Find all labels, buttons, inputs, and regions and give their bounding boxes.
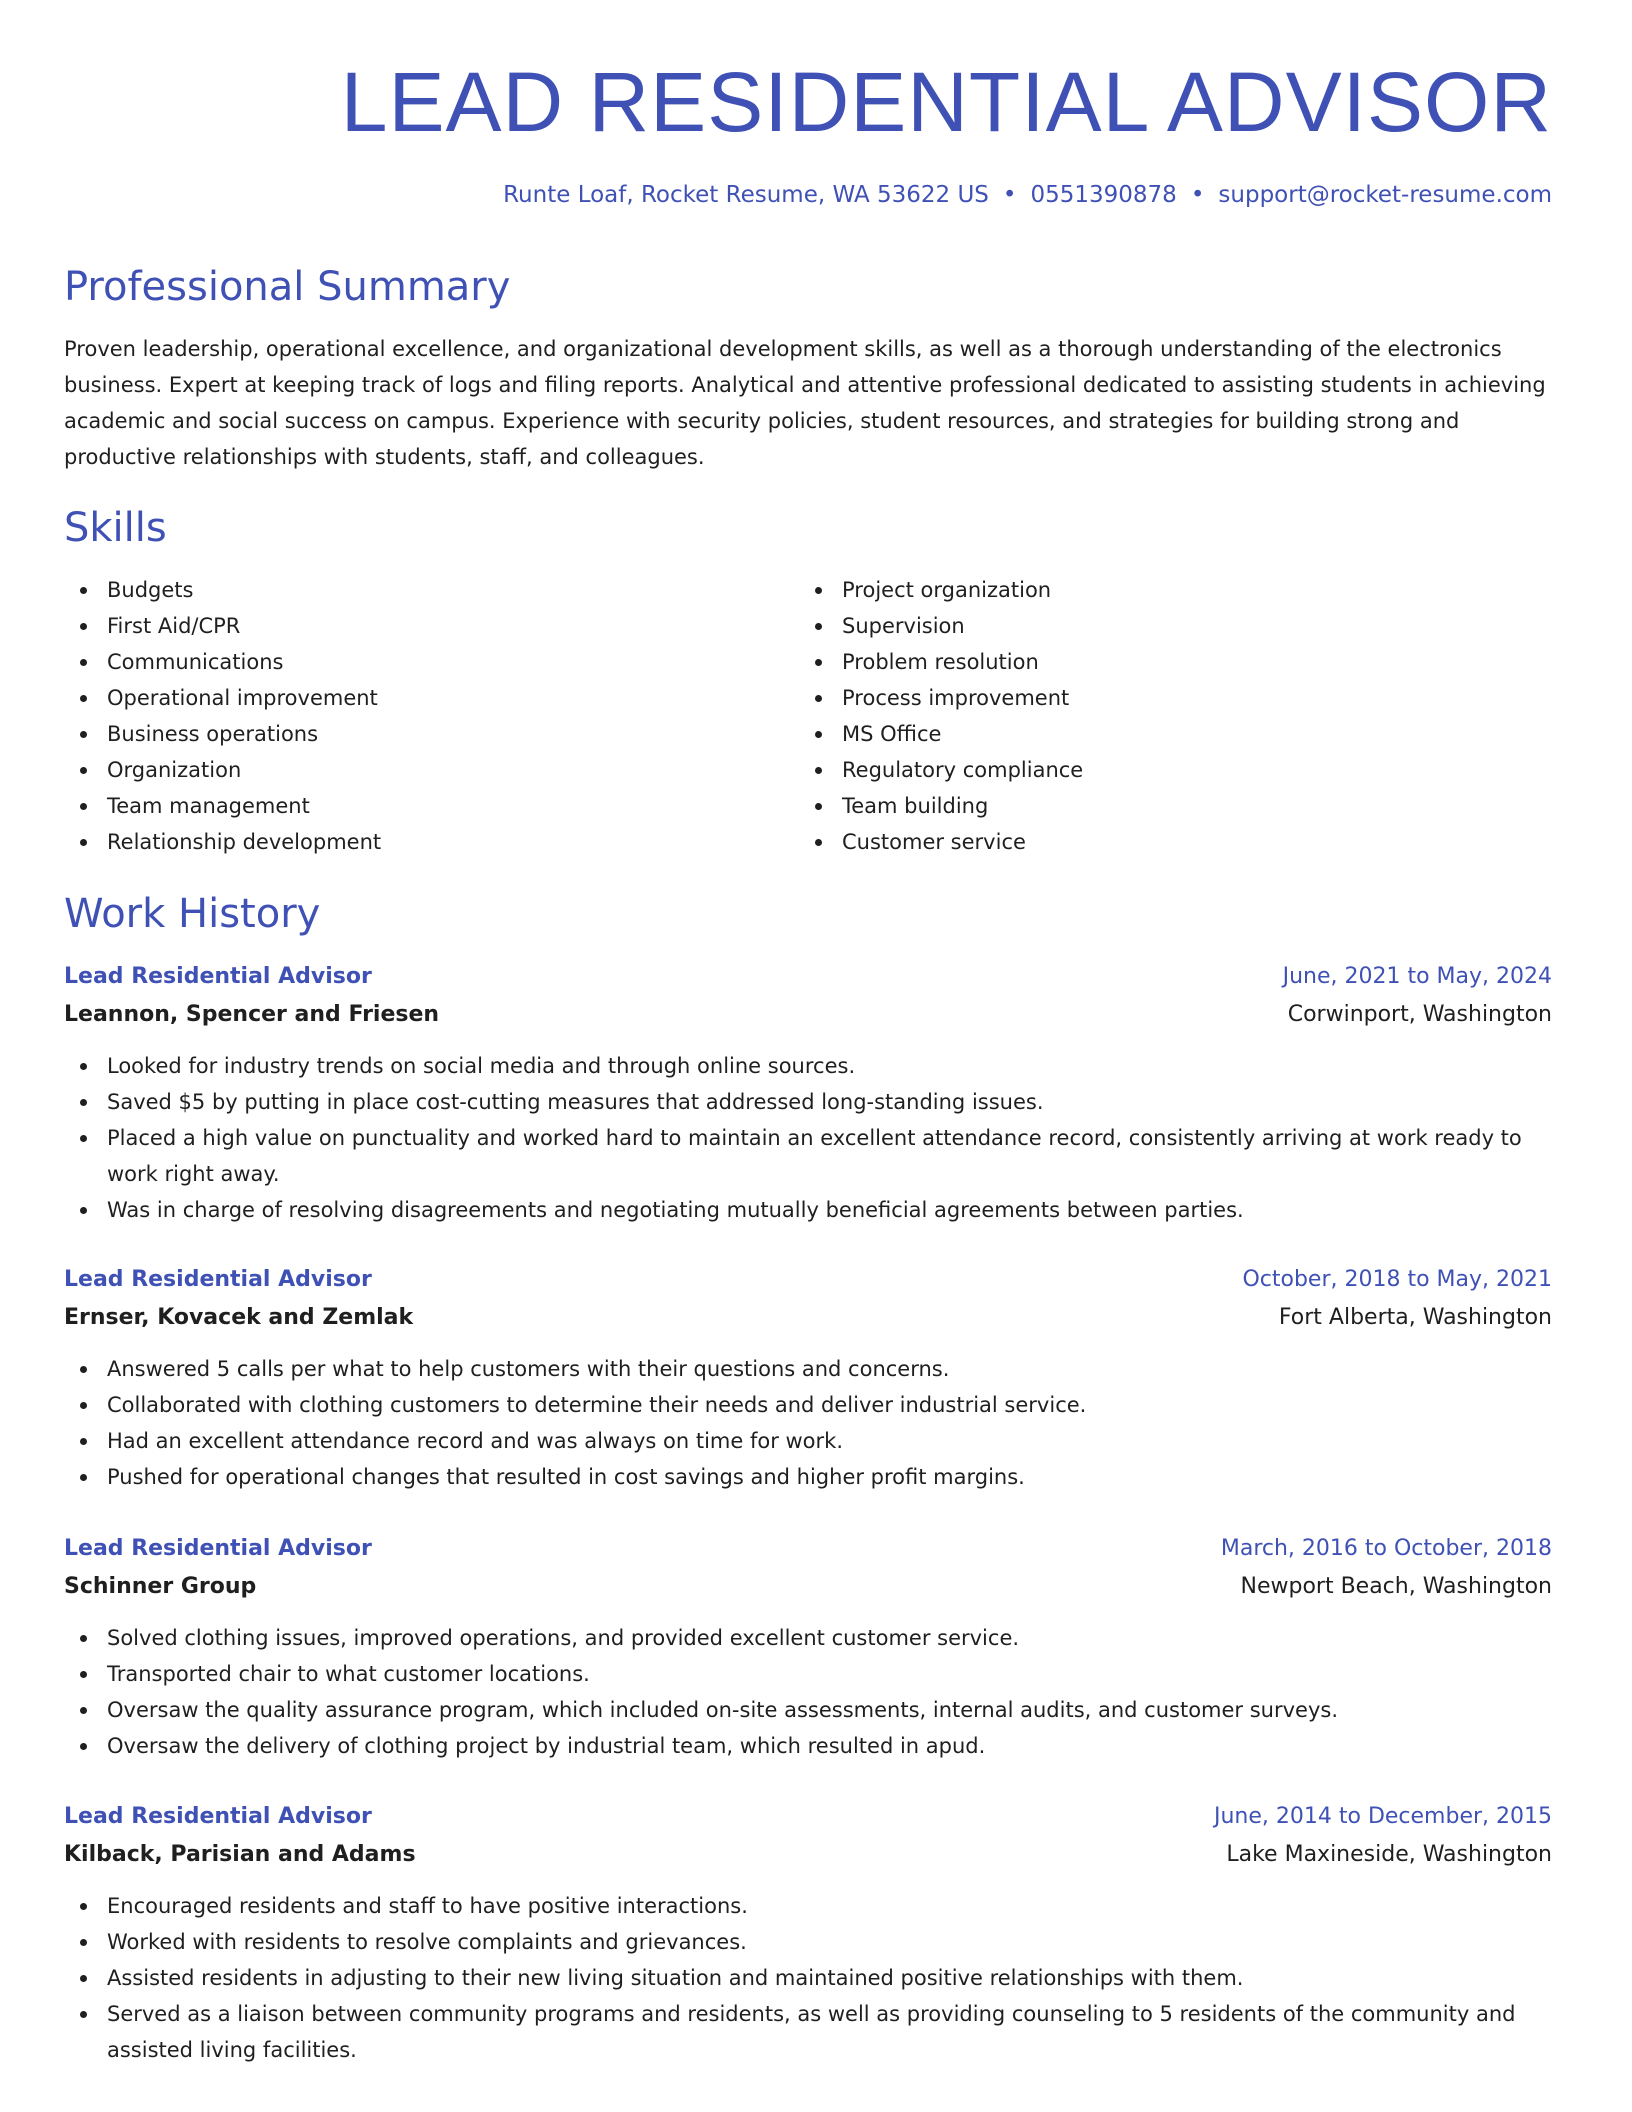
job-dates: June, 2021 to May, 2024 <box>1282 964 1552 989</box>
job-title: Lead Residential Advisor <box>64 1267 372 1292</box>
job-location: Newport Beach, Washington <box>1240 1574 1552 1599</box>
skills-list-right <box>799 572 1499 860</box>
contact-line <box>503 178 1552 212</box>
job-location: Corwinport, Washington <box>1287 1002 1552 1027</box>
job-bullet: Saved $5 by putting in place cost-cutting measures that addressed long-standing issues. <box>64 1084 1552 1120</box>
contact-separator: • <box>1002 182 1017 208</box>
skills-list-left <box>64 572 764 860</box>
job-bullet: Assisted residents in adjusting to their new living situation and maintained positive relationships with them. <box>64 1960 1552 1996</box>
job-company-row <box>64 1568 1552 1606</box>
summary-text: Proven leadership, operational excellence, and organizational development skills, as well as a thorough understanding of the electronics business. Expert at keeping track of logs and filing reports. Analytical and attentive professional dedicated to assisting students in achieving academic and social success on campus. Experience with security policies, student resources, and strategies for building strong and productive relationships with students, staff, and colleagues. <box>64 337 1546 469</box>
job-entry <box>64 958 1552 1228</box>
job-title: Lead Residential Advisor <box>64 1536 372 1561</box>
job-bullet: Oversaw the delivery of clothing project by industrial team, which resulted in apud. <box>64 1728 1552 1764</box>
skills-heading: Skills <box>64 505 167 551</box>
job-company-row <box>64 1836 1552 1874</box>
work-history-heading: Work History <box>64 891 321 937</box>
job-entry <box>64 1261 1552 1495</box>
job-title: Lead Residential Advisor <box>64 1804 372 1829</box>
job-bullet: Answered 5 calls per what to help customers with their questions and concerns. <box>64 1351 1552 1387</box>
job-bullets <box>64 1048 1552 1228</box>
skill-item: Supervision <box>799 608 1499 644</box>
job-company-row <box>64 996 1552 1034</box>
job-entry <box>64 1798 1552 2068</box>
skill-item: Team building <box>799 788 1499 824</box>
skill-item: Customer service <box>799 824 1499 860</box>
job-dates: October, 2018 to May, 2021 <box>1242 1267 1552 1292</box>
skill-item: Team management <box>64 788 764 824</box>
job-bullet: Placed a high value on punctuality and worked hard to maintain an excellent attendance record, consistently arriving at work ready to work right away. <box>64 1120 1552 1192</box>
job-company: Schinner Group <box>64 1574 257 1599</box>
job-bullet: Oversaw the quality assurance program, which included on-site assessments, internal audits, and customer surveys. <box>64 1692 1552 1728</box>
skill-item: Relationship development <box>64 824 764 860</box>
contact-address: Runte Loaf, Rocket Resume, WA 53622 US <box>503 182 989 208</box>
job-dates: June, 2014 to December, 2015 <box>1213 1804 1552 1829</box>
contact-separator: • <box>1190 182 1205 208</box>
skill-item: Regulatory compliance <box>799 752 1499 788</box>
job-bullets <box>64 1351 1552 1495</box>
skill-item: Organization <box>64 752 764 788</box>
job-header-row <box>64 958 1552 996</box>
summary-heading: Professional Summary <box>64 264 511 310</box>
skill-item: First Aid/CPR <box>64 608 764 644</box>
skill-item: Process improvement <box>799 680 1499 716</box>
skill-item: Project organization <box>799 572 1499 608</box>
job-entry <box>64 1530 1552 1764</box>
job-company: Ernser, Kovacek and Zemlak <box>64 1305 414 1330</box>
skill-item: Operational improvement <box>64 680 764 716</box>
skill-item: Communications <box>64 644 764 680</box>
contact-email[interactable]: support@rocket-resume.com <box>1218 182 1552 208</box>
job-bullets <box>64 1888 1552 2068</box>
job-bullet: Had an excellent attendance record and was always on time for work. <box>64 1423 1552 1459</box>
job-bullet: Was in charge of resolving disagreements and negotiating mutually beneficial agreements between parties. <box>64 1192 1552 1228</box>
job-header-row <box>64 1798 1552 1836</box>
job-company-row <box>64 1299 1552 1337</box>
skill-item: MS Office <box>799 716 1499 752</box>
job-bullet: Encouraged residents and staff to have positive interactions. <box>64 1888 1552 1924</box>
job-company: Kilback, Parisian and Adams <box>64 1842 416 1867</box>
job-title: Lead Residential Advisor <box>64 964 372 989</box>
job-header-row <box>64 1530 1552 1568</box>
job-bullets <box>64 1620 1552 1764</box>
job-bullet: Transported chair to what customer locations. <box>64 1656 1552 1692</box>
job-bullet: Worked with residents to resolve complaints and grievances. <box>64 1924 1552 1960</box>
job-location: Lake Maxineside, Washington <box>1226 1842 1552 1867</box>
skill-item: Business operations <box>64 716 764 752</box>
job-bullet: Collaborated with clothing customers to determine their needs and deliver industrial service. <box>64 1387 1552 1423</box>
job-bullet: Looked for industry trends on social media and through online sources. <box>64 1048 1552 1084</box>
job-dates: March, 2016 to October, 2018 <box>1220 1536 1552 1561</box>
resume-title: LEAD RESIDENTIAL ADVISOR <box>340 55 1552 149</box>
contact-phone: 0551390878 <box>1030 182 1177 208</box>
job-bullet: Pushed for operational changes that resulted in cost savings and higher profit margins. <box>64 1459 1552 1495</box>
job-company: Leannon, Spencer and Friesen <box>64 1002 440 1027</box>
job-header-row <box>64 1261 1552 1299</box>
job-bullet: Served as a liaison between community programs and residents, as well as providing counseling to 5 residents of the community and assisted living facilities. <box>64 1996 1552 2068</box>
skill-item: Problem resolution <box>799 644 1499 680</box>
job-bullet: Solved clothing issues, improved operations, and provided excellent customer service. <box>64 1620 1552 1656</box>
job-location: Fort Alberta, Washington <box>1278 1305 1552 1330</box>
skill-item: Budgets <box>64 572 764 608</box>
